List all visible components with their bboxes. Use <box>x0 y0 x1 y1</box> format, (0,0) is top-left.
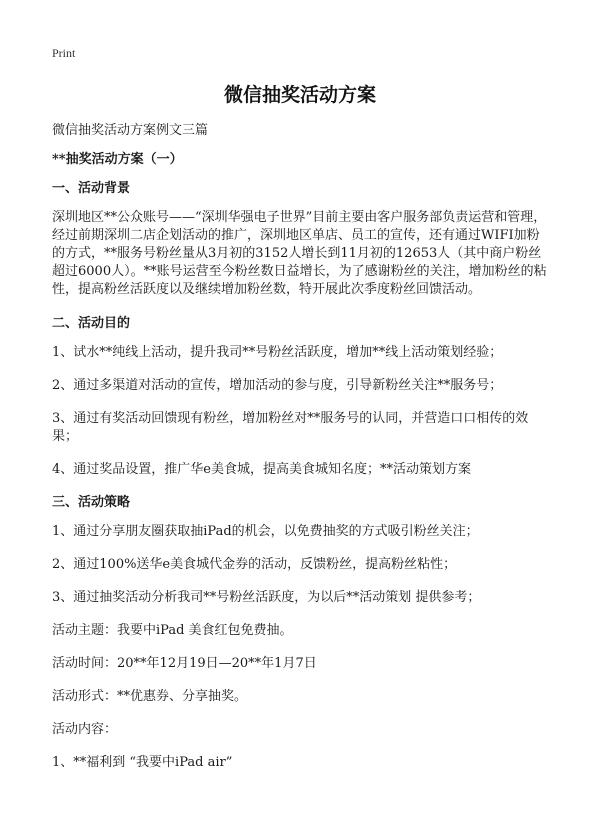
print-label: Print <box>52 46 76 60</box>
goal-item: 3、通过有奖活动回馈现有粉丝，增加粉丝对**服务号的认同，并营造口口相传的效果； <box>52 411 529 444</box>
goal-item: 4、通过奖品设置，推广华e美食城，提高美食城知名度；**活动策划方案 <box>52 462 471 477</box>
activity-content-item: 1、**福利到 “我要中iPad air” <box>52 755 233 770</box>
activity-time: 活动时间：20**年12月19日—20**年1月7日 <box>52 656 317 671</box>
strategy-item: 1、通过分享朋友圈获取抽iPad的机会，以免费抽奖的方式吸引粉丝关注； <box>52 524 479 539</box>
activity-theme: 活动主题：我要中iPad 美食红包免费抽。 <box>52 623 293 638</box>
strategy-item: 2、通过100%送华e美食城代金券的活动，反馈粉丝，提高粉丝粘性； <box>52 557 457 572</box>
goal-item: 2、通过多渠道对活动的宣传，增加活动的参与度，引导新粉丝关注**服务号； <box>52 378 503 393</box>
document-subtitle: 微信抽奖活动方案例文三篇 <box>52 123 209 138</box>
background-paragraph: 深圳地区**公众账号——“深圳华强电子世界”目前主要由客户服务部负责运营和管理，经过前期深圳二店企划活动的推广，深圳地区单店、员工的宣传，还有通过WIFI加粉的方式，**服务号粉丝量从3月初的3152人增长到11月初的12653人（其中商户粉丝超过6000人）。**账号运营至今粉丝数日益增长，为了感谢粉丝的关注，增加粉丝的粘性，提高粉丝活跃度以及继续增加粉丝数，特开展此次季度粉丝回馈活动。 <box>52 210 547 297</box>
strategy-item: 3、通过抽奖活动分析我司**号粉丝活跃度，为以后**活动策划 提供参考； <box>52 590 481 605</box>
document-title: 微信抽奖活动方案 <box>223 84 376 106</box>
activity-form: 活动形式：**优惠券、分享抽奖。 <box>52 689 248 704</box>
background-heading: 一、活动背景 <box>52 181 131 196</box>
strategy-heading: 三、活动策略 <box>52 495 131 510</box>
section-heading: **抽奖活动方案（一） <box>52 152 183 167</box>
goals-heading: 二、活动目的 <box>52 316 131 331</box>
activity-content-label: 活动内容： <box>52 722 118 737</box>
document-body <box>52 122 552 787</box>
goal-item: 1、试水**纯线上活动，提升我司**号粉丝活跃度，增加**线上活动策划经验； <box>52 345 503 360</box>
